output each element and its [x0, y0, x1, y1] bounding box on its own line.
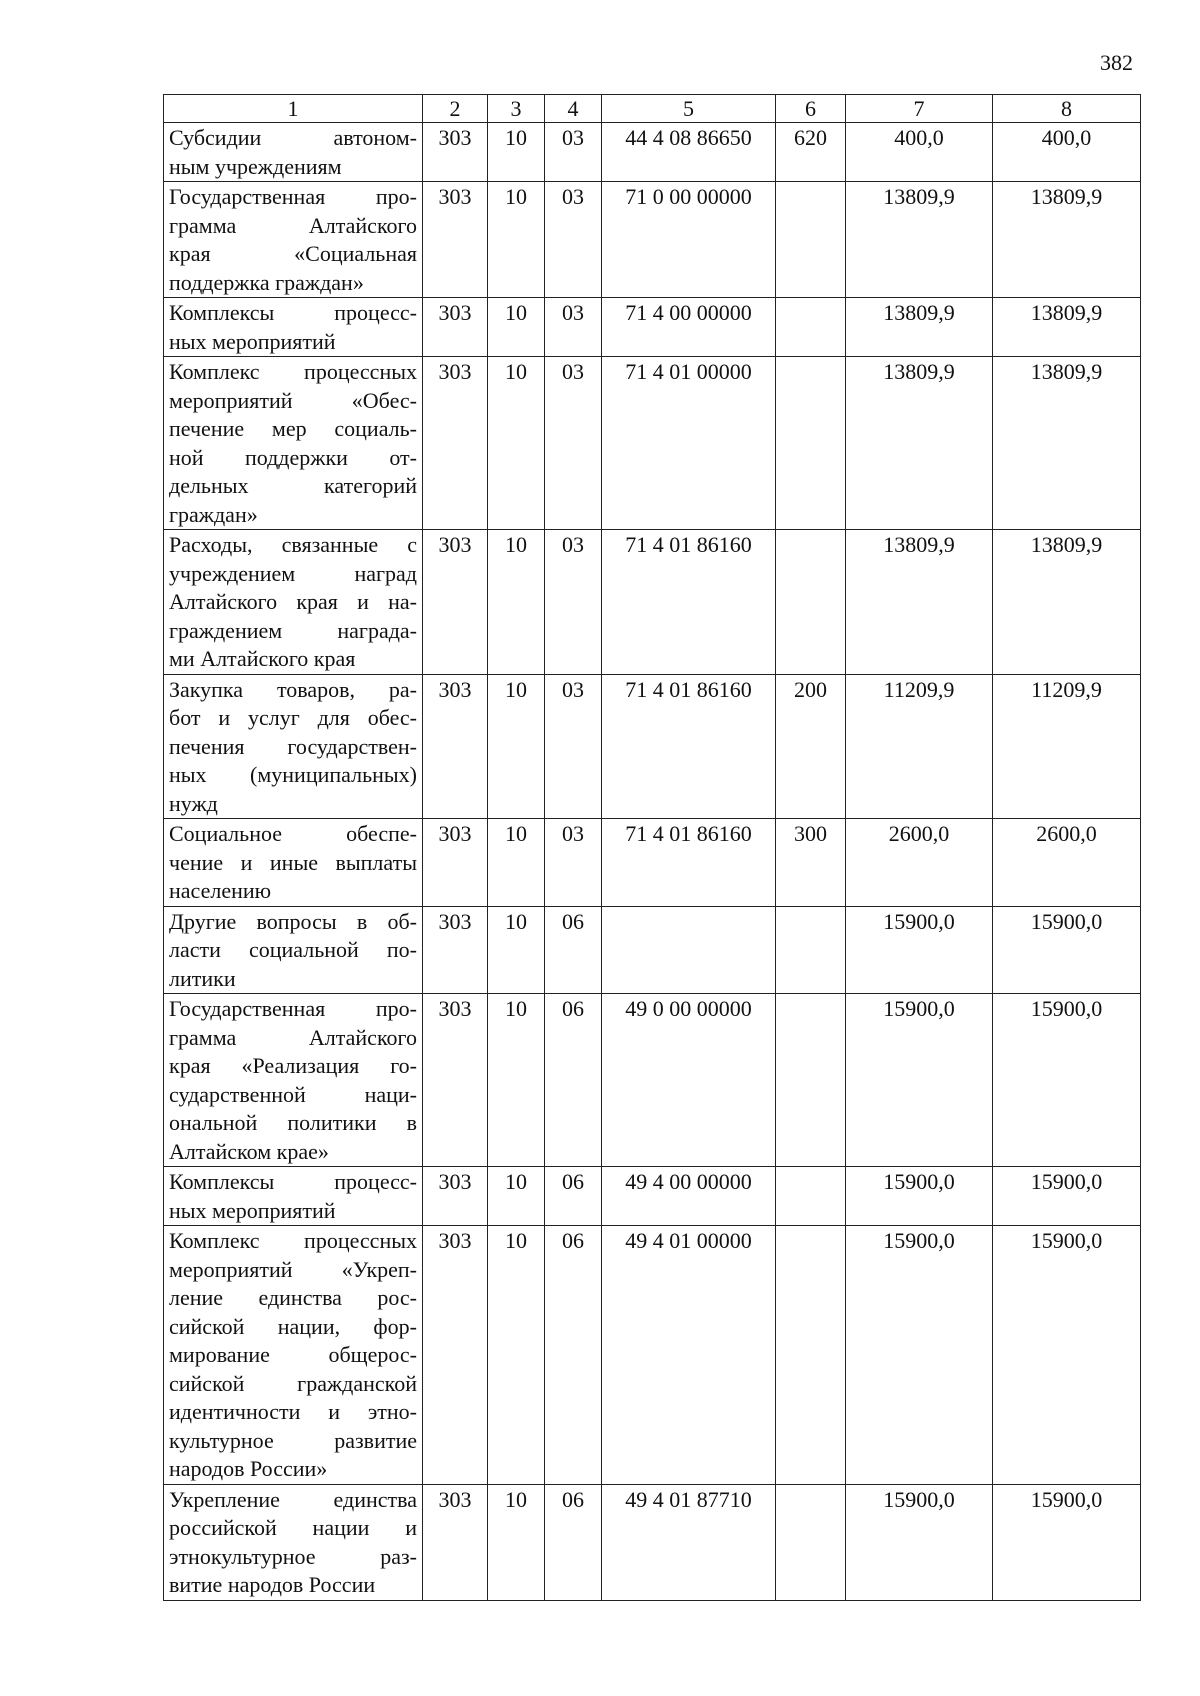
row-name-cell	[164, 530, 423, 675]
table-row	[164, 1226, 1141, 1485]
cell-col-2: 303	[423, 1226, 488, 1485]
row-name-line: ных мероприятий	[169, 1197, 336, 1223]
row-name-cell	[164, 357, 423, 530]
row-name-cell	[164, 819, 423, 907]
row-name-line: Комплексы процесс-	[169, 1169, 417, 1194]
cell-col-5: 71 4 00 00000	[602, 298, 776, 357]
cell-col-5: 71 4 01 86160	[602, 819, 776, 907]
row-name-line: мирование общерос-	[169, 1342, 417, 1367]
row-name-cell	[164, 1484, 423, 1600]
cell-col-7: 2600,0	[846, 819, 993, 907]
cell-col-8: 15900,0	[993, 1167, 1141, 1226]
cell-col-7: 15900,0	[846, 994, 993, 1167]
cell-col-7: 15900,0	[846, 1167, 993, 1226]
row-name-cell	[164, 906, 423, 994]
cell-col-6	[776, 357, 846, 530]
column-header-1: 1	[164, 95, 423, 123]
row-name-line: Алтайском крае»	[169, 1138, 329, 1164]
cell-col-3: 10	[488, 1484, 545, 1600]
cell-col-5: 71 4 01 86160	[602, 674, 776, 819]
table-header	[164, 95, 1141, 123]
cell-col-6	[776, 1484, 846, 1600]
row-name-line: края «Реализация го-	[169, 1053, 417, 1078]
cell-col-2: 303	[423, 530, 488, 675]
cell-col-5	[602, 906, 776, 994]
column-header-8: 8	[993, 95, 1141, 123]
cell-col-2: 303	[423, 182, 488, 298]
cell-col-7: 13809,9	[846, 182, 993, 298]
cell-col-3: 10	[488, 1226, 545, 1485]
cell-col-3: 10	[488, 819, 545, 907]
cell-col-7: 15900,0	[846, 1484, 993, 1600]
row-name-line: литики	[169, 965, 236, 991]
column-header-4: 4	[545, 95, 602, 123]
table-row	[164, 674, 1141, 819]
cell-col-8: 15900,0	[993, 1226, 1141, 1485]
cell-col-5: 71 4 01 86160	[602, 530, 776, 675]
cell-col-5: 49 4 01 87710	[602, 1484, 776, 1600]
row-name-line: сийской нации, фор-	[169, 1313, 417, 1339]
cell-col-8: 13809,9	[993, 357, 1141, 530]
budget-table	[163, 94, 1141, 1601]
row-name-line: печение мер социаль-	[169, 416, 417, 441]
cell-col-3: 10	[488, 530, 545, 675]
cell-col-8: 13809,9	[993, 182, 1141, 298]
table-row	[164, 182, 1141, 298]
table-body	[164, 123, 1141, 1601]
table-row	[164, 530, 1141, 675]
cell-col-2: 303	[423, 1167, 488, 1226]
table-row	[164, 994, 1141, 1167]
table-row	[164, 1167, 1141, 1226]
cell-col-3: 10	[488, 357, 545, 530]
row-name-line: Закупка товаров, ра-	[169, 676, 417, 702]
row-name-cell	[164, 1167, 423, 1226]
cell-col-8: 2600,0	[993, 819, 1141, 907]
row-name-line: печения государствен-	[169, 733, 417, 759]
row-name-cell	[164, 674, 423, 819]
table-row	[164, 298, 1141, 357]
cell-col-2: 303	[423, 357, 488, 530]
cell-col-4: 06	[545, 906, 602, 994]
cell-col-8: 13809,9	[993, 298, 1141, 357]
column-header-2: 2	[423, 95, 488, 123]
cell-col-6	[776, 1226, 846, 1485]
cell-col-5: 49 4 00 00000	[602, 1167, 776, 1226]
row-name-line: сударственной наци-	[169, 1081, 417, 1107]
cell-col-5: 49 4 01 00000	[602, 1226, 776, 1485]
row-name-line: ласти социальной по-	[169, 937, 417, 962]
cell-col-7: 15900,0	[846, 1226, 993, 1485]
cell-col-8: 400,0	[993, 123, 1141, 182]
column-header-3: 3	[488, 95, 545, 123]
cell-col-7: 13809,9	[846, 530, 993, 675]
row-name-cell	[164, 994, 423, 1167]
cell-col-4: 06	[545, 994, 602, 1167]
row-name-cell	[164, 123, 423, 182]
column-header-5: 5	[602, 95, 776, 123]
row-name-line: дельных категорий	[169, 473, 417, 498]
column-header-7: 7	[846, 95, 993, 123]
cell-col-2: 303	[423, 674, 488, 819]
table-row	[164, 357, 1141, 530]
cell-col-2: 303	[423, 994, 488, 1167]
row-name-line: ных мероприятий	[169, 328, 336, 354]
row-name-line: Государственная про-	[169, 996, 417, 1021]
cell-col-7: 13809,9	[846, 357, 993, 530]
row-name-line: идентичности и этно-	[169, 1399, 417, 1424]
cell-col-7: 11209,9	[846, 674, 993, 819]
cell-col-4: 03	[545, 298, 602, 357]
row-name-line: Субсидии автоном-	[169, 125, 417, 150]
cell-col-5: 71 0 00 00000	[602, 182, 776, 298]
cell-col-6	[776, 298, 846, 357]
cell-col-8: 13809,9	[993, 530, 1141, 675]
cell-col-7: 13809,9	[846, 298, 993, 357]
row-name-line: населению	[169, 878, 272, 903]
cell-col-3: 10	[488, 674, 545, 819]
cell-col-8: 15900,0	[993, 1484, 1141, 1600]
row-name-line: ление единства рос-	[169, 1285, 417, 1310]
cell-col-6: 200	[776, 674, 846, 819]
cell-col-6	[776, 1167, 846, 1226]
cell-col-4: 03	[545, 674, 602, 819]
cell-col-2: 303	[423, 298, 488, 357]
cell-col-7: 15900,0	[846, 906, 993, 994]
row-name-line: края «Социальная	[169, 241, 417, 266]
cell-col-6: 300	[776, 819, 846, 907]
row-name-line: российской нации и	[169, 1515, 417, 1540]
row-name-line: мероприятий «Укреп-	[169, 1256, 417, 1282]
row-name-line: граждан»	[169, 501, 258, 527]
cell-col-4: 03	[545, 530, 602, 675]
row-name-cell	[164, 1226, 423, 1485]
row-name-line: Алтайского края и на-	[169, 589, 417, 614]
row-name-line: Расходы, связанные с	[169, 532, 417, 557]
column-header-6: 6	[776, 95, 846, 123]
row-name-line: нужд	[169, 790, 218, 816]
cell-col-2: 303	[423, 1484, 488, 1600]
row-name-line: ной поддержки от-	[169, 444, 417, 470]
cell-col-4: 03	[545, 123, 602, 182]
cell-col-2: 303	[423, 906, 488, 994]
cell-col-7: 400,0	[846, 123, 993, 182]
cell-col-6: 620	[776, 123, 846, 182]
cell-col-6	[776, 906, 846, 994]
cell-col-3: 10	[488, 1167, 545, 1226]
row-name-cell	[164, 182, 423, 298]
cell-col-4: 03	[545, 182, 602, 298]
row-name-line: мероприятий «Обес-	[169, 387, 417, 413]
row-name-line: чение и иные выплаты	[169, 849, 417, 875]
row-name-line: Комплекс процессных	[169, 1228, 417, 1253]
cell-col-6	[776, 530, 846, 675]
cell-col-4: 03	[545, 357, 602, 530]
row-name-line: ных (муниципальных)	[169, 762, 417, 787]
table-row	[164, 819, 1141, 907]
table-row	[164, 1484, 1141, 1600]
row-name-line: Государственная про-	[169, 184, 417, 209]
cell-col-3: 10	[488, 906, 545, 994]
row-name-line: Комплекс процессных	[169, 359, 417, 384]
cell-col-3: 10	[488, 123, 545, 182]
cell-col-2: 303	[423, 123, 488, 182]
row-name-line: ным учреждениям	[169, 153, 342, 179]
row-name-line: Комплексы процесс-	[169, 300, 417, 325]
table-row	[164, 123, 1141, 182]
cell-col-2: 303	[423, 819, 488, 907]
table-row	[164, 906, 1141, 994]
cell-col-5: 49 0 00 00000	[602, 994, 776, 1167]
row-name-line: грамма Алтайского	[169, 212, 417, 238]
cell-col-6	[776, 182, 846, 298]
cell-col-4: 03	[545, 819, 602, 907]
cell-col-6	[776, 994, 846, 1167]
cell-col-4: 06	[545, 1226, 602, 1485]
cell-col-5: 71 4 01 00000	[602, 357, 776, 530]
cell-col-4: 06	[545, 1484, 602, 1600]
row-name-line: народов России»	[169, 1456, 328, 1481]
cell-col-3: 10	[488, 298, 545, 357]
row-name-line: граждением награда-	[169, 617, 417, 643]
cell-col-4: 06	[545, 1167, 602, 1226]
row-name-line: Социальное обеспе-	[169, 821, 417, 846]
row-name-line: сийской гражданской	[169, 1370, 417, 1396]
cell-col-3: 10	[488, 994, 545, 1167]
row-name-line: Укрепление единства	[169, 1486, 417, 1512]
page-number: 382	[1100, 50, 1133, 75]
row-name-line: витие народов России	[169, 1572, 376, 1597]
cell-col-5: 44 4 08 86650	[602, 123, 776, 182]
row-name-line: Другие вопросы в об-	[169, 908, 417, 934]
row-name-line: культурное развитие	[169, 1427, 417, 1453]
cell-col-8: 15900,0	[993, 906, 1141, 994]
row-name-line: ми Алтайского края	[169, 646, 356, 671]
row-name-line: учреждением наград	[169, 560, 417, 586]
row-name-line: поддержка граждан»	[169, 269, 364, 295]
row-name-cell	[164, 298, 423, 357]
row-name-line: бот и услуг для обес-	[169, 705, 417, 730]
cell-col-8: 15900,0	[993, 994, 1141, 1167]
row-name-line: грамма Алтайского	[169, 1024, 417, 1050]
cell-col-3: 10	[488, 182, 545, 298]
cell-col-8: 11209,9	[993, 674, 1141, 819]
row-name-line: ональной политики в	[169, 1110, 417, 1135]
row-name-line: этнокультурное раз-	[169, 1543, 417, 1569]
